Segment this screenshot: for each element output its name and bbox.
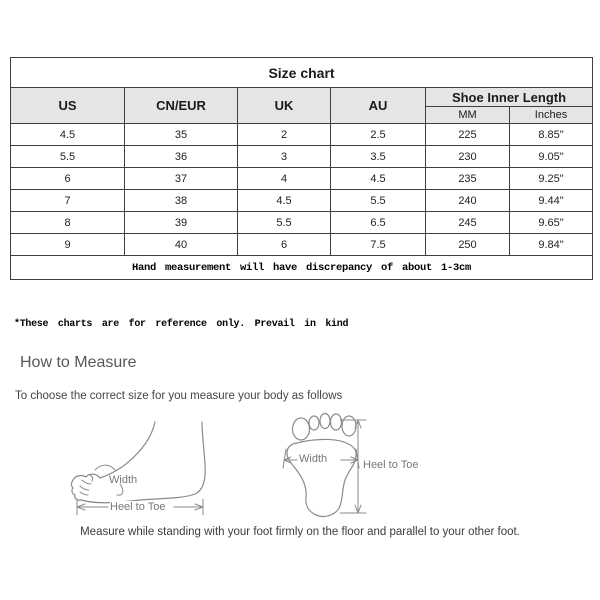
- foot-top-view-illustration: [282, 412, 427, 522]
- cell-uk: 2: [238, 124, 331, 146]
- cell-us: 6: [11, 168, 125, 190]
- cell-mm: 230: [426, 146, 510, 168]
- cell-au: 5.5: [331, 190, 426, 212]
- table-title: Size chart: [11, 58, 593, 88]
- cell-au: 3.5: [331, 146, 426, 168]
- column-header-mm: MM: [426, 107, 510, 124]
- cell-inches: 8.85": [510, 124, 593, 146]
- cell-mm: 240: [426, 190, 510, 212]
- cell-cneur: 35: [125, 124, 238, 146]
- cell-mm: 235: [426, 168, 510, 190]
- reference-note: *These charts are for reference only. Prevail in kind: [14, 319, 349, 330]
- cell-mm: 225: [426, 124, 510, 146]
- cell-uk: 6: [238, 234, 331, 256]
- column-header-inner-length: Shoe Inner Length: [426, 88, 593, 107]
- cell-au: 7.5: [331, 234, 426, 256]
- cell-mm: 250: [426, 234, 510, 256]
- table-footnote-row: [11, 256, 593, 280]
- cell-inches: 9.65": [510, 212, 593, 234]
- table-row: [11, 168, 593, 190]
- column-header-cneur: CN/EUR: [125, 88, 238, 124]
- top-view-heel-to-toe-label: Heel to Toe: [363, 459, 419, 471]
- cell-us: 7: [11, 190, 125, 212]
- cell-inches: 9.84": [510, 234, 593, 256]
- cell-au: 2.5: [331, 124, 426, 146]
- table-row: [11, 212, 593, 234]
- cell-uk: 5.5: [238, 212, 331, 234]
- table-footnote: Hand measurement will have discrepancy of about 1-3cm: [11, 256, 593, 280]
- cell-cneur: 40: [125, 234, 238, 256]
- column-header-au: AU: [331, 88, 426, 124]
- table-row: [11, 234, 593, 256]
- measuring-caption: Measure while standing with your foot firmly on the floor and parallel to your other foot.: [80, 526, 520, 538]
- cell-cneur: 36: [125, 146, 238, 168]
- table-row: [11, 124, 593, 146]
- cell-cneur: 39: [125, 212, 238, 234]
- cell-au: 4.5: [331, 168, 426, 190]
- how-to-measure-heading: How to Measure: [20, 354, 137, 371]
- side-view-width-label: Width: [109, 474, 138, 486]
- table-row: [11, 146, 593, 168]
- table-title-row: [11, 58, 593, 88]
- cell-us: 4.5: [11, 124, 125, 146]
- how-to-measure-intro: To choose the correct size for you measure your body as follows: [15, 390, 343, 402]
- size-chart-table: [10, 57, 593, 280]
- foot-side-view-illustration: [62, 414, 212, 520]
- column-header-inches: Inches: [510, 107, 593, 124]
- size-chart-section: [10, 57, 592, 280]
- column-header-uk: UK: [238, 88, 331, 124]
- side-view-heel-to-toe-label: Heel to Toe: [110, 501, 166, 513]
- cell-inches: 9.05": [510, 146, 593, 168]
- cell-inches: 9.25": [510, 168, 593, 190]
- cell-us: 5.5: [11, 146, 125, 168]
- table-row: [11, 190, 593, 212]
- cell-cneur: 38: [125, 190, 238, 212]
- cell-inches: 9.44": [510, 190, 593, 212]
- column-header-us: US: [11, 88, 125, 124]
- cell-cneur: 37: [125, 168, 238, 190]
- cell-au: 6.5: [331, 212, 426, 234]
- table-header-row: [11, 88, 593, 107]
- cell-uk: 3: [238, 146, 331, 168]
- cell-us: 9: [11, 234, 125, 256]
- cell-uk: 4: [238, 168, 331, 190]
- top-view-width-label: Width: [299, 453, 328, 465]
- cell-uk: 4.5: [238, 190, 331, 212]
- cell-mm: 245: [426, 212, 510, 234]
- cell-us: 8: [11, 212, 125, 234]
